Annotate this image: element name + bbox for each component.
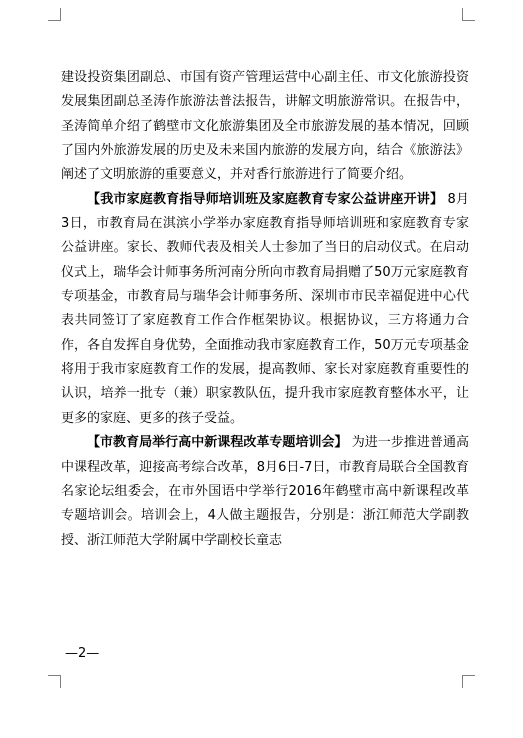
paragraph-text: 8月3日，市教育局在淇滨小学举办家庭教育指导师培训班和家庭教育专家公益讲座。家长、教师代表及相关人士参加了当日的启动仪式。在启动仪式上，瑞华会计师事务所河南分所向市教育局捐赠了50万元家庭教育专项基金，市教育局与瑞华会计师事务所、深圳市市民幸福促进中心代表共同签订了家庭教育工作合作框架协议。根据协议，三方将通力合作，各自发挥自身优势，全面推动我市家庭教育工作，50万元专项基金将用于我市家庭教育工作的发展，提高教师、家长对家庭教育重要性的认识，培养一批专（兼）职家教队伍，提升我市家庭教育整体水平，让更多的家庭、更多的孩子受益。: [61, 191, 469, 426]
crop-mark-top-right: [462, 8, 475, 21]
paragraph-tourism-report: [61, 66, 469, 188]
paragraph-heading: 【我市家庭教育指导师培训班及家庭教育专家公益讲座开讲】: [87, 191, 444, 207]
paragraph-heading: 【市教育局举行高中新课程改革专题培训会】: [87, 435, 348, 451]
crop-mark-bottom-right: [462, 675, 475, 688]
paragraph-curriculum-reform: [61, 431, 469, 553]
page-number: —2—: [65, 646, 100, 661]
crop-mark-top-left: [48, 8, 61, 21]
document-body: [61, 66, 469, 553]
paragraph-text: 为进一步推进普通高中课程改革，迎接高考综合改革，8月6日-7日，市教育局联合全国教育名家论坛组委会，在市外国语中学举行2016年鹤壁市高中新课程改革专题培训会。培训会上，4人做主题报告，分别是：浙江师范大学副教授、浙江师范大学附属中学副校长童志: [61, 435, 469, 548]
crop-mark-bottom-left: [48, 675, 61, 688]
paragraph-family-education: [61, 188, 469, 431]
paragraph-text: 建设投资集团副总、市国有资产管理运营中心副主任、市文化旅游投资发展集团副总圣涛作旅游法普法报告，讲解文明旅游常识。在报告中，圣涛简单介绍了鹤壁市文化旅游集团及全市旅游发展的基本情况，回顾了国内外旅游发展的历史及未来国内旅游的发展方向，结合《旅游法》阐述了文明旅游的重要意义，并对香行旅游进行了简要介绍。: [61, 70, 469, 183]
